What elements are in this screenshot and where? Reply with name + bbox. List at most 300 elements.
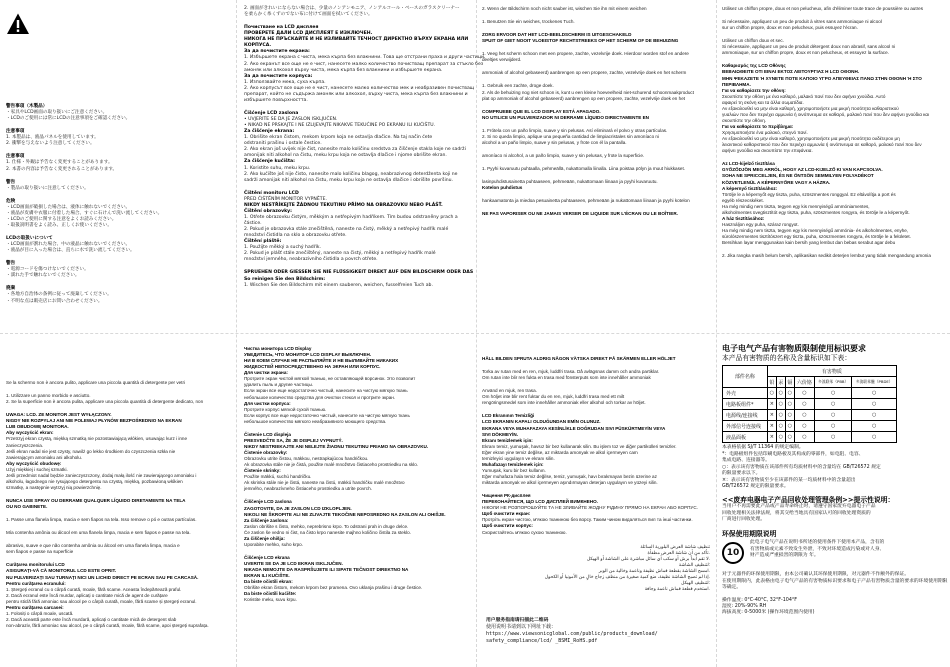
text-line: 2. Si no queda limpio, aplique una pequeña cantidad de limpiacristales sin amoníaco ni bbox=[482, 133, 659, 139]
text-line: За да почистите корпуса: bbox=[244, 73, 313, 79]
text-line: Za čiščenje ohišja: bbox=[244, 535, 285, 541]
text-line: GYŐZŐDJÖN MEG ARRÓL, HOGY AZ LCD-KIJELZŐ KI VAN KAPCSOLVA. bbox=[722, 167, 883, 173]
text-line: 2. 衝撃を与えないよう注意してください。 bbox=[6, 141, 95, 147]
rohs-col-header: 多溴联苯（PBB） bbox=[815, 377, 852, 388]
text-line: SPRUEHEN ODER GIESSEN SIE NIE FLÜSSIGKEIT DIREKT AUF DEN BILDSCHIRM ODER DAS bbox=[244, 270, 474, 276]
rohs-mark: ○ bbox=[815, 388, 852, 399]
panel-bulgarian-croatian-czech bbox=[244, 6, 486, 666]
text-line: Ekranı temiz, yumuşak, havsız bir bez kullanarak silin. Bu işlem toz ve diğer partikülleri temizler. bbox=[482, 443, 677, 449]
text-line: Протрите корпус мягкой сухой тканью. bbox=[244, 406, 327, 412]
rohs-part-name: 电源线/连接线 bbox=[723, 410, 768, 421]
text-line: abrasivo, suave e que não contenha amônia ou álcool em uma flanela limpa, macia e bbox=[6, 543, 180, 549]
text-line: 1. Ștergeți ecranul cu o cârpă curată, moale, fără scame. Aceasta îndepărtează praful. bbox=[6, 586, 182, 592]
rohs-mark: ○ bbox=[852, 388, 897, 399]
text-line: λειαντικού καθαριστικού που δεν περιέχει αμμωνία ή οινόπνευμα σε καθαρό, μαλακό πανί που δεν bbox=[722, 142, 922, 148]
link-lines bbox=[486, 624, 786, 644]
text-line: Čištění monitoru LCD bbox=[244, 190, 299, 196]
rohs-mark: ○ bbox=[776, 399, 785, 410]
download-link-section bbox=[486, 618, 786, 645]
text-line: Pentru curățarea ecranului: bbox=[6, 580, 66, 586]
text-line: Σκουπίστε την οθόνη με ένα καθαρό, μαλακό πανί που δεν αφήνει χνούδια. Αυτό bbox=[722, 93, 886, 99]
text-line: 2. Ako kućište još nije čisto, nanesite malo količinu blagog, neabrazivnog deterdženta koji ne bbox=[244, 171, 458, 177]
text-line: ・LCD画面が破損した場合は、液体に触れないでください。 bbox=[6, 204, 131, 210]
text-line: Använd en mjuk, ren trasa. bbox=[482, 388, 537, 394]
text-line: sadrži amonijak niti alkohol na čistu, meku krpu koja ne ostavlja dlačice i obrišite površinu. bbox=[244, 177, 454, 183]
text-line: Om höljet inte blir rent fuktar du en ren, mjuk, luddfri trasa med ett milt bbox=[482, 394, 625, 400]
text-line: 1. Folosiți o cârpă moale, uscată. bbox=[6, 610, 74, 616]
rohs-col-header: 镉 bbox=[785, 377, 794, 388]
rohs-col-header: 六价铬 bbox=[794, 377, 814, 388]
rohs-col-header: 汞 bbox=[776, 377, 785, 388]
text-line: Čištění pláště: bbox=[244, 239, 282, 245]
text-line: Если экран все еще недостаточно чистый, нанесите на чистую мягкую ткань bbox=[244, 388, 408, 394]
text-line: NE PAS VAPORISER OU NE JAMAIS VERSER DE LIQUIDE SUR L'ÉCRAN OU LE BOÎTIER. bbox=[482, 211, 678, 217]
rohs-mark: ○ bbox=[785, 410, 794, 421]
text-line: súrolószermentes tisztítószert egy tiszta, puha, szöszmentes rongyra, és törölje le a felületet. bbox=[722, 234, 911, 240]
text-line: temizleyici uygulayın ve ekranı silin. bbox=[482, 455, 555, 461]
text-line: Curățarea monitorului LCD bbox=[6, 562, 65, 568]
text-line: Ha még mindig nem tiszta, tegyen egy kis mennyiségű ammónia- és alkoholmentes, enyhe, bbox=[722, 228, 909, 233]
rohs-mark: × bbox=[767, 421, 776, 432]
text-line: 1. Pyyhi kuvaruutu puhtaalla, pehmeällä, nukattomalla liinalla. Liina poistaa pölyn ja muut hiukkaset. bbox=[482, 166, 686, 171]
rohs-header-part: 部件名称 bbox=[723, 366, 768, 388]
text-line: НІКОЛИ НЕ РОЗПОРОШУЙТЕ ТА НЕ ЗЛИВАЙТЕ ЖОДНУ РІДИНУ ПРЯМО НА ЕКРАН АБО КОРПУС. bbox=[482, 505, 698, 511]
text-line: Aby wyczyścić obudowę: bbox=[6, 460, 62, 466]
text-line: 2. 画面がきれいにならない場合は、少量のノンアンモニア、ノンアルコール・ベースのガラスクリーナー bbox=[244, 6, 460, 11]
text-line: 2. Dacă ecranul este încă murdar, aplicați o cantitate mică de agent de curățare bbox=[6, 592, 168, 598]
text-line: sur un chiffon propre, doux et non pelucheux, puis essuyez l'écran. bbox=[722, 25, 858, 31]
text-line: 2. Ако корпусът все още не е чист, нанесете малко количество мек и неабразивен почистващ bbox=[244, 85, 475, 91]
text-line: ・LCDのご使用には常にLCDの注意事項をご確認ください。 bbox=[6, 116, 131, 122]
text-line: Для чистки корпуса: bbox=[244, 400, 291, 406]
text-line: αφήνει χνούδια και σκουπίστε την επιφάνεια. bbox=[722, 148, 813, 154]
text-line: deeltjes verwijderd. bbox=[482, 57, 522, 63]
text-line: NO UTILICE UN PULVERIZADOR NI DERRAME LÍQUIDO DIRECTAMENTE EN bbox=[482, 114, 649, 120]
text-line: 1. Použijte měkký a suchý hadřík. bbox=[244, 245, 321, 251]
link-title: 用户服务指南请扫描此二维码 bbox=[486, 618, 549, 623]
text-line: ・濡れた手で触れないでください。 bbox=[6, 273, 80, 279]
text-line: Για να καθαρίσετε το περίβλημα: bbox=[722, 124, 794, 129]
text-line: Ak skrinka stále nie je čistá, naneste na čistú, mäkkú handričku malé množstvo bbox=[244, 480, 405, 486]
text-line: Jeśli ekran nadal nie jest czysty, nawilż go lekko środkiem do czyszczenia szkła nie bbox=[6, 448, 176, 454]
rohs-note-line: 的限量要求以下。 bbox=[722, 471, 761, 477]
text-line: ПРОВЕРЕТЕ ДАЛИ LCD ДИСПЛЕЯТ Е ИЗКЛЮЧЕН. bbox=[244, 31, 373, 37]
text-line: 1. Frótela con un paño limpio, suave y sin pelusas. Así eliminará el polvo y otras partículas. bbox=[482, 127, 668, 133]
text-line: を柔らかく糸くずのでない布に付けて画面を拭いてください。 bbox=[244, 12, 373, 18]
text-line: 1. Koristite suhu, meku krpu. bbox=[244, 165, 311, 171]
table-row bbox=[723, 410, 897, 421]
text-line: So reinigen Sie den Bildschirm: bbox=[244, 276, 326, 282]
rohs-mark: ○ bbox=[785, 432, 794, 443]
rohs-mark: ○ bbox=[815, 432, 852, 443]
arabic-line: تأكد من أن شاشة العرض مطفأة. bbox=[647, 550, 710, 556]
text-line: ・取扱説明書をよく読み、正しくお使いください。 bbox=[6, 222, 112, 228]
text-line: ЖИДКОСТЕЙ НЕПОСРЕДСТВЕННО НА ЭКРАН ИЛИ КОРПУС. bbox=[244, 364, 381, 370]
text-line: SIVI DÖKMEYİN. bbox=[482, 431, 518, 437]
text-line: Kotelon puhdistus bbox=[482, 185, 523, 191]
text-line: částice. bbox=[244, 221, 262, 226]
rohs-mark: ○ bbox=[776, 432, 785, 443]
text-line: 警告 bbox=[6, 261, 16, 267]
text-line: Почистване на LCD дисплея bbox=[244, 25, 319, 31]
text-line: НИ В КОЕМ СЛУЧАЕ НЕ РАСПЫЛЯЙТЕ И НЕ ВЫЛИВАЙТЕ НИКАКИХ bbox=[244, 358, 399, 364]
text-line: 2. Ако екранът все още не е чист, нанесете малко количество почистващ препарат за стъкло без bbox=[244, 61, 484, 67]
text-line: За да почистите екрана: bbox=[244, 49, 310, 55]
text-line: HÅLL BILDEN SPRUTA ALDRIG NÅGON VÄTSKA DIREKT PÅ SKÄRMEN ELLER HÖLJET bbox=[482, 356, 676, 361]
bulgarian-croatian-czech-instructions bbox=[244, 6, 486, 289]
text-line: ・LCD画面が割れた場合、中の液晶に触れないでください。 bbox=[6, 242, 131, 248]
rohs-title: 电子电气产品有害物质限制使用标识要求 bbox=[722, 344, 866, 353]
rohs-header-group: 有害物质 bbox=[767, 366, 896, 377]
text-line: Za čišćenje kućišta: bbox=[244, 159, 295, 165]
text-line: Χρησιμοποιήστε ένα μαλακό, στεγνό πανί. bbox=[722, 130, 808, 136]
environment-line: 湿度: 20%-90% RH bbox=[722, 604, 767, 610]
text-line: ・製品の取り扱いに注意してください。 bbox=[6, 185, 89, 191]
text-line: alkoholmentes üvegtisztítót egy tiszta, puha, szöszmentes rongyra, és törölje le a képernyőt. bbox=[722, 209, 910, 215]
text-line: alcohol a un paño limpio, suave y sin pelusas, y frote con él la pantalla. bbox=[482, 139, 627, 145]
text-line: Obrazovku utrite čistou, mäkkou, nestrapkajúcou handričkou. bbox=[244, 456, 369, 462]
text-line: Si nécessaire, appliquez un peu de produit détergent doux non abrasif, sans alcool ni bbox=[722, 44, 896, 50]
text-line: Użyj miękkiej i suchej szmatki. bbox=[6, 466, 68, 472]
text-line: Ak obrazovka stále nie je čistá, použite malé množstvo čistiaceho prostriedku na sklo. bbox=[244, 462, 419, 468]
rohs-note-line: GB/T26572 规定的限量要求。 bbox=[722, 484, 789, 490]
recycling-line: 当用户不再需要此产品或产品寿命终止时，请遵守国家废弃电器电子产品 bbox=[722, 504, 876, 510]
arabic-line: تنظيف شاشة العرض البلورية السائلة bbox=[640, 544, 710, 549]
text-line: ΜΗΝ ΨΕΚΑΖΕΤΕ Ή ΧΥΝΕΤΕ ΠΟΤΕ ΚΑΠΟΙΟ ΥΓΡΟ ΑΠΕΥΘΕΙΑΣ ΠΑΝΩ ΣΤΗΝ ΟΘΟΝΗ Ή ΣΤΟ bbox=[722, 75, 922, 81]
text-line: ・液晶が目に入った場合は、直ちに水で洗い流してください。 bbox=[6, 248, 135, 254]
text-line: pentru sticlă fără amoniac sau alcool pe o cârpă curată, moale, fără scame și ștergeți ecranul. bbox=[6, 598, 197, 604]
text-line: Čiščenje LCD zaslona bbox=[244, 499, 292, 505]
text-line: Obrišite ekran čistom, mekom krpom bez pramena. Ovo uklanja prašinu i druge čestice. bbox=[244, 585, 423, 591]
text-line: Čistenie skrinky: bbox=[244, 468, 281, 474]
text-line: NUNCA USE SPRAY OU DERRAME QUALQUER LÍQUIDO DIRETAMENTE NA TELA bbox=[6, 498, 186, 503]
text-line: ASIGURAȚI-VĂ CĂ MONITORUL LCD ESTE OPRIT. bbox=[6, 568, 117, 574]
rohs-note-line: *：电路板组件包括印刷电路板及其构成的零部件，如电阻、电容、 bbox=[722, 451, 864, 457]
table-row bbox=[723, 432, 897, 443]
text-line: non-abraziv, fără amoniac sau alcool, pe o cârpă curată, moale, fără scame, apoi ștergeți suprafața. bbox=[6, 623, 209, 628]
text-line: Če zaslon še vedno ni čist, na čisto krpo nanesite majhno količino čistila za steklo. bbox=[244, 529, 411, 535]
text-line: Se la schermo non è ancora pulito, applicare una piccola quantità di detergente per vetri bbox=[6, 380, 186, 385]
text-line: Ekranı temizlemek için: bbox=[482, 437, 533, 443]
eco-line: 有害物质或元素不致发生外泄，不致对环境造成污染或对人身、 bbox=[750, 546, 885, 552]
japanese-instructions bbox=[6, 104, 230, 305]
text-line: Αν εξακολουθεί να μην είναι καθαρό, χρησιμοποιήστε μια μικρή ποσότητα ουδέτερου μη bbox=[722, 136, 900, 142]
text-line: 1. Gebruik een zachte, droge doek. bbox=[482, 83, 554, 89]
text-line: Čišćenje LCD ekrana bbox=[244, 554, 290, 560]
text-line: PRESVEDČTE SA, ŽE JE DISPLEJ VYPNUTÝ. bbox=[244, 437, 343, 443]
rohs-col-header: 多溴联苯醚（PBDE） bbox=[852, 377, 897, 388]
rohs-mark: ○ bbox=[785, 399, 794, 410]
text-line: Чистка монитора LCD Display bbox=[244, 346, 312, 351]
recycling-line: 回收处理相关法律法规，将其交给当地具有国家认可的回收处理资质的 bbox=[722, 510, 871, 516]
text-line: 2. Ako ekran još uvijek nije čist, nanesite malo količinu sredstva za čišćenje stakla koje ne sadrži bbox=[244, 147, 466, 153]
rohs-mark: ○ bbox=[776, 410, 785, 421]
text-line: препарат, който не съдържа амоняк или алкохол, върху чиста, мека кърпа без влакнини и bbox=[244, 91, 468, 97]
text-line: UWAGA: LCD. ZE MONITOR JEST WYŁĄCZONY. bbox=[6, 412, 112, 418]
link-line: safety_compliance/lcd/ _BSMI_RoHS.pdf bbox=[486, 637, 598, 644]
text-line: Jeśli przedmiot nadal będzie zanieczyszczony, dodaj małą ilość nie zawierającego amoniaku i bbox=[6, 472, 197, 478]
rohs-note-line: ○：表示该有害物质在该部件所有均质材料中的含量均在 GB/T26572 规定 bbox=[722, 464, 881, 470]
text-line: UVERITE SE DA JE LCD EKRAN ISKLJUČEN. bbox=[244, 561, 343, 566]
rohs-mark: ○ bbox=[794, 388, 814, 399]
rohs-mark: ○ bbox=[815, 410, 852, 421]
text-line: Da biste očistili kućište: bbox=[244, 591, 297, 597]
text-line: EKRAN ILI KUĆIŠTE. bbox=[244, 573, 290, 579]
text-line: A ház tisztításához: bbox=[722, 215, 765, 221]
text-line: miktarda amonyak ve alkol içermeyen aşındırmayan deterjan uygulayın ve yüzeyi silin. bbox=[482, 480, 658, 486]
arabic-line: لتنظيف الهيكل: bbox=[681, 580, 710, 586]
text-line: Utilisez un chiffon doux et sec. bbox=[722, 38, 784, 44]
text-line: Протріть екран чистою, м'якою тканиною без ворсу. Таким чином видаляться пил та інші частинки. bbox=[482, 517, 693, 523]
text-line: ZORG ERVOOR DAT HET LCD-BEELDSCHERM IS UITGESCHAKELD bbox=[482, 32, 632, 38]
arabic-line: إذا لم تصبح الشاشة نظيفة، ضع كمية صغيرة من منظف زجاج خالٍ من الأمونيا أو الكحول. bbox=[544, 574, 710, 580]
text-line: NIKOLI NE ŠKROPITE ALI NE ZLIVAJTE TEKOČINE NEPOSREDNO NA ZASLON ALI OHIŠJE. bbox=[244, 511, 446, 517]
rohs-mark: ○ bbox=[794, 399, 814, 410]
text-line: Чищення РК-дисплея bbox=[482, 493, 531, 499]
rohs-mark: ○ bbox=[776, 388, 785, 399]
link-line: 使用说明书请到以下网址下载： bbox=[486, 624, 557, 631]
eco-line: 财产造成严重损害的期限为 年。 bbox=[750, 553, 819, 559]
text-line: 2. Pokud je plášť stále znečištěný, naneste na čistý, měkký a netřepivý hadřík malé bbox=[244, 251, 436, 257]
text-line: Если корпус все еще недостаточно чистый, нанесите на чистую мягкую ткань bbox=[244, 412, 410, 418]
rohs-col-header: 铅 bbox=[767, 377, 776, 388]
rohs-notes bbox=[722, 445, 948, 490]
link-line: https://www.viewsonicglobal.com/public/products_download/ bbox=[486, 631, 658, 638]
china-rohs-section bbox=[722, 344, 948, 617]
text-line: ammoniaque, sur un chiffon propre, doux et non pelucheux, et essuyez la surface. bbox=[722, 50, 889, 56]
text-line: KÖZVETLENÜL A KÉPERNYŐRE VAGY A HÁZRA. bbox=[722, 179, 831, 185]
text-line: 注意事項 bbox=[6, 154, 25, 160]
text-line: A képernyő tisztításához: bbox=[722, 185, 778, 191]
text-line: 警告 bbox=[6, 179, 16, 185]
text-line: 1. 仕様・外観は予告なく変更することがあります。 bbox=[6, 160, 113, 166]
recycling-text bbox=[722, 504, 948, 523]
text-line: Eğer ekran yine temiz değilse, az miktarda amonyak ve alkol içermeyen cam bbox=[482, 449, 638, 455]
rohs-mark: ○ bbox=[785, 421, 794, 432]
warning-triangle-icon bbox=[6, 12, 30, 36]
rohs-mark: × bbox=[767, 432, 776, 443]
rohs-mark: ○ bbox=[794, 432, 814, 443]
rohs-mark: ○ bbox=[767, 388, 776, 399]
text-line: NIKADA NEMOJTE DA RASPRŠUJETE ILI SIPATE TEČNOST DIREKTNO NA bbox=[244, 567, 409, 573]
text-line: Használjon egy puha, száraz rongyot. bbox=[722, 221, 799, 227]
french-greek-hungarian-instructions bbox=[722, 6, 948, 259]
panel-japanese-italian-polish bbox=[6, 6, 230, 666]
text-line: • NIKAD NE PRSKAJTE I NE IZLIJEVAJTE NIKAKVE TEKUĆINE PO EKRANU ILI KUĆIŠTU. bbox=[244, 123, 436, 129]
text-line: SPUIT OF GIET NOOIT VLOEISTOF RECHTSTREEKS OP HET SCHERM OF DE BEHUIZING bbox=[482, 38, 679, 44]
text-line: амоняк или алкохол върху чиста, мека кърпа без влакнини и избършете екрана. bbox=[244, 67, 443, 73]
text-line: ΠΕΡΙΒΛΗΜΑ. bbox=[722, 81, 751, 87]
rohs-table bbox=[722, 365, 897, 443]
text-line: σκουπίστε την οθόνη. bbox=[722, 117, 767, 123]
text-line: УБЕДИТЕСЬ, ЧТО МОНИТОР LCD DISPLAY ВЫКЛЮЧЕН. bbox=[244, 352, 372, 358]
text-line: 1. Benutzen Sie ein weiches, trockenes Tuch. bbox=[482, 19, 575, 25]
text-line: Uporabite mehko, suho krpo. bbox=[244, 541, 303, 547]
text-line: amonijak niti alkohol na čistu, meku krpu koja ne ostavlja dlačice i njome obrišite ekran. bbox=[244, 153, 447, 159]
text-line: Om rutan inte blir ren fukta en trasa med fönsterputs som inte innehåller ammoniak bbox=[482, 375, 651, 381]
text-line: Zaslon obrišite s čisto, mehko, neprebrisno krpo. To odstrani prah in druge delce. bbox=[244, 523, 409, 529]
text-line: Καθαρισμός της LCD Οθόνης bbox=[722, 63, 786, 69]
panel-german-dutch-spanish bbox=[482, 6, 710, 666]
text-line: αφαιρεί τη σκόνη και τα άλλα σωματίδια. bbox=[722, 99, 804, 105]
text-line: Čišćenje LCD zaslona bbox=[244, 110, 299, 116]
text-line: 2. Jika rangka masih belum bersih, aplikasikan sedikit deterjen lembut yang tidak mengandung amonia bbox=[722, 253, 931, 259]
text-line: Törölje le a képernyőt egy tiszta, puha, szöszmentes ronggyal. Ez eltávolítja a port és bbox=[722, 191, 896, 197]
text-line: НИКОГА НЕ ПРЪСКАЙТЕ И НЕ ИЗЛИВАЙТЕ ТЕЧНОСТ ДИРЕКТНО ВЪРХУ ЕКРАНА ИЛИ bbox=[244, 37, 469, 43]
text-line: 注意事項 bbox=[6, 129, 25, 135]
text-line: LCDの取扱いについて bbox=[6, 236, 53, 241]
text-line: egyéb részecskéket. bbox=[722, 197, 764, 203]
text-line: Muhafazayı temizlemek için: bbox=[482, 461, 544, 467]
rohs-mark: ○ bbox=[815, 421, 852, 432]
swedish-turkish-ukrainian-instructions bbox=[482, 356, 710, 536]
text-line: zawierającym amoniaku ani alkoholu. bbox=[6, 454, 83, 460]
rohs-note-line: ×：表示该有害物质至少在该部件的某一均质材料中的含量超出 bbox=[722, 477, 856, 483]
text-line: Скористайтесь м'якою сухою тканиною. bbox=[482, 529, 567, 535]
rohs-part-name: 电路板组件* bbox=[723, 399, 768, 410]
eco-tail-line: 在使用期限内，此表格由电子电气产品的有害物质标识要求和电子产品有害物质含量的要求的环境使用期限等确定。 bbox=[722, 578, 948, 591]
text-line: • UVJERITE SE DA JE ZASLON ISKLJUČEN. bbox=[244, 117, 338, 122]
arabic-line: لتنظيف الشاشة: bbox=[678, 562, 710, 568]
text-line: 廃棄 bbox=[6, 286, 16, 292]
rohs-note-line: 集成电路、连接器等。 bbox=[722, 458, 770, 464]
text-line: Použite mäkkú, suchú handričku. bbox=[244, 474, 312, 480]
text-line: 1. Utilizzare un panno morbido e asciutto. bbox=[6, 393, 91, 399]
environment-line: 操作温度: 0°C-40°C, 32°F-104°F bbox=[722, 597, 798, 603]
text-line: Щоб очистити корпус: bbox=[482, 523, 533, 529]
rohs-mark: ○ bbox=[815, 399, 852, 410]
table-row bbox=[723, 388, 897, 399]
text-line: ・家具やLCD画面の取り扱いにご注意ください。 bbox=[6, 110, 108, 116]
rohs-mark: ○ bbox=[794, 410, 814, 421]
text-line: Αν εξακολουθεί να μην είναι καθαρή, χρησιμοποιήστε μια μικρή ποσότητα καθαριστικού bbox=[722, 105, 899, 111]
rohs-subtitle: 本产品有害物质的名称及含量标识如下表： bbox=[722, 354, 852, 362]
text-line: zanieczyszczenia. bbox=[6, 442, 44, 448]
text-line: Utilisez un chiffon propre, doux et non pelucheux, afin d'éliminer toute trace de poussière ou autres bbox=[722, 6, 923, 11]
table-row bbox=[723, 421, 897, 432]
rohs-mark: × bbox=[767, 399, 776, 410]
text-line: 警告事項（木製品） bbox=[6, 104, 48, 109]
text-line: Da biste očistili ekran: bbox=[244, 579, 293, 585]
text-line: 1. Passe uma flanela limpa, macia e sem fiapos na tela. Isso remove o pó e outras partículas. bbox=[6, 517, 197, 523]
rohs-mark: ○ bbox=[794, 421, 814, 432]
text-line: Щоб очистити екран: bbox=[482, 511, 531, 517]
text-line: NIKDY NESTRIEKAJTE ANI NELEJTE ŽIADNU TEKUTINU PRIAMO NA OBRAZOVKU. bbox=[244, 443, 429, 449]
text-line: SOHA NE SPRICCELJEN, ÉS NE ÖNTSÖN SEMMILYEN FOLYADÉKOT bbox=[722, 173, 874, 179]
rohs-mark: × bbox=[767, 410, 776, 421]
text-line: LCD EKRANIN KAPALI OLDUĞUNDAN EMİN OLUNUZ. bbox=[482, 419, 601, 425]
text-line: ・液晶が皮膚や衣服に付着した場合、すぐに石けんで洗い流してください。 bbox=[6, 210, 163, 216]
text-line: удалить пыль и другие частицы. bbox=[244, 382, 314, 388]
environmental-protection-use-period-icon bbox=[722, 542, 744, 564]
text-line: 1. Otřete obrazovku čistým, měkkým a netřepivým hadříkem. Tím budou odstraněny prach a bbox=[244, 214, 458, 220]
text-line: Aby wyczyścić ekran: bbox=[6, 430, 54, 436]
eco-title: 环保使用期限说明 bbox=[722, 529, 777, 538]
rohs-part-name: 液晶面板 bbox=[723, 432, 768, 443]
arabic-line: استخدم قطعة قماش ناعمة وجافة. bbox=[644, 586, 710, 592]
rohs-mark: ○ bbox=[785, 388, 794, 399]
text-line: alkoholu, łagodnego nie rysującego detergentu na czystą, miękką, pozbawioną włókien bbox=[6, 478, 183, 484]
rohs-mark: ○ bbox=[852, 432, 897, 443]
text-line: OU NO GABINETE. bbox=[6, 504, 48, 510]
text-line: Ha még mindig nem tiszta, tegyen egy kis mennyiségű ammóniamentes, bbox=[722, 203, 870, 209]
rohs-mark: ○ bbox=[852, 410, 897, 421]
arabic-line: لا تقم أبداً برش أو سكب أي سائل مباشرة على الشاشة أو الهيكل. bbox=[586, 556, 710, 562]
text-line: 1. Obrišite ekran čistom, mekom krpom koja ne ostavlja dlačice. Na taj način ćete bbox=[244, 135, 433, 141]
eco-text bbox=[750, 540, 946, 559]
text-line: КОРПУСА. bbox=[244, 43, 272, 49]
text-line: Si nécessaire, appliquez un peu de produit à vitres sans ammoniaque ni alcool bbox=[722, 19, 882, 25]
text-line: ・電源コードを傷つけないでください。 bbox=[6, 267, 89, 273]
text-line: Для чистки экрана: bbox=[244, 370, 288, 376]
text-line: lasinpuhdistusainetta puhtaaseen, pehmeään, nukattomaan liinaan ja pyyhi kuvaruutu. bbox=[482, 179, 658, 185]
table-row bbox=[723, 399, 897, 410]
text-line: Čistenie LCD displeja bbox=[244, 431, 291, 437]
operating-environment bbox=[722, 598, 948, 617]
text-line: NIKDY NESTŘÍKEJTE ŽÁDNOU TEKUTINU PŘÍMO NA OBRAZOVKU NEBO PLÁŠŤ. bbox=[244, 202, 443, 208]
text-line: 2. Wenn der Bildschirm noch nicht sauber ist, wischen Sie ihn mit einem weichen bbox=[482, 6, 647, 11]
text-line: amoníaco ni alcohol, a un paño limpio, suave y sin pelusas, y frote la superficie. bbox=[482, 152, 645, 158]
text-line: 2. Se la superficie non è ancora pulita, applicare una piccola quantità di detergente dedicato, non bbox=[6, 399, 204, 405]
text-line: Torka av rutan med en ren, mjuk, luddfri trasa. Då avlägsnas damm och andra partiklar. bbox=[482, 369, 660, 375]
text-line: 2. 本書の内容は予告なく変更されることがあります。 bbox=[6, 166, 118, 172]
arabic-line: امسح الشاشة بقطعة قماش نظيفة وناعمة وخالية من الوبر. bbox=[598, 568, 710, 574]
rohs-part-name: 外壳 bbox=[723, 388, 768, 399]
text-line: sem fiapos e passe na superfície bbox=[6, 549, 74, 555]
text-line: rengöringsmedel som inte innehåller ammoniak eller alkohol och torkar av höljet. bbox=[482, 400, 646, 406]
eco-line: 此电子电气产品在说明书所述的使用条件下使用本产品，含有的 bbox=[750, 540, 885, 546]
text-line: ・不明な点は販売店にお問い合わせください。 bbox=[6, 298, 103, 304]
text-line: PŘED ČIŠTĚNÍM MONITOR VYPNĚTE. bbox=[244, 196, 327, 202]
recycling-line: 厂商进行回收处理。 bbox=[722, 517, 766, 523]
rohs-mark: ○ bbox=[776, 421, 785, 432]
text-line: 1. Veeg het scherm schoon met een propere, zachte, vezelvrije doek. Hierdoor worden stof en andere bbox=[482, 51, 689, 57]
text-line: hankaamatonta ja miedoa pesuainetta puhtaaseen, pehmeään ja nukattomaan liinaan ja pyyhi kotelon bbox=[482, 198, 690, 204]
eco-tail-text bbox=[722, 572, 948, 591]
german-dutch-spanish-finnish-instructions bbox=[482, 6, 710, 217]
rohs-part-name: 外部信号连接线 bbox=[723, 421, 768, 432]
russian-slovak-slovenian-serbian-instructions bbox=[244, 346, 470, 603]
arabic-instructions bbox=[482, 544, 710, 593]
text-line: Przetrzyj ekran czystą, miękką szmatką nie pozostawiającą włókien, usuwając kurz i inne bbox=[6, 436, 188, 442]
text-line: 2. Pokud je obrazovka stále znečištěná, naneste na čistý, měkký a netřepivý hadřík malé bbox=[244, 227, 449, 233]
text-line: небольшое количество средства для очистки стекол и протрите экран. bbox=[244, 394, 396, 400]
text-line: ZAGOTOVITE, DA JE ZASLON LCD IZKLOPLJEN. bbox=[244, 505, 352, 511]
italian-polish-instructions bbox=[6, 380, 230, 629]
text-line: Čistenie obrazovky: bbox=[244, 450, 288, 455]
text-line: ПЕРЕКОНАЙТЕСЯ, ЩО LCD ДИСПЛЕЙ ВИМКНЕНО. bbox=[482, 499, 598, 505]
text-line: ・各地方自治体の条例に従って廃棄してください。 bbox=[6, 292, 112, 298]
eco-number: 10 bbox=[726, 548, 740, 559]
text-line: NIGDY NIE ROZPYLAJ ANI NIE POLEWAJ PŁYNÓW BEZPOŚREDNIO NA EKRAN bbox=[6, 418, 182, 424]
text-line: 1. Wischen Sie den Bildschirm mit einem sauberen, weichen, fusselfreien Tuch ab. bbox=[244, 282, 433, 288]
text-line: Az LCD-kijelző tisztítása bbox=[722, 161, 775, 167]
text-line: ammoniak of alcohol gebaseerd) aanbrengen op een propere, zachte, vezelvrije doek en het scherm bbox=[482, 70, 687, 76]
text-line: небольшое количество мягкого неабразивного моющего средства. bbox=[244, 418, 387, 424]
text-line: Pentru curățarea carcasei: bbox=[6, 604, 64, 610]
text-line: Για να καθαρίσετε την οθόνη: bbox=[722, 87, 786, 93]
text-line: 2. Dacă această parte este încă murdară, aplicați o cantitate mică de detergent slab bbox=[6, 616, 177, 622]
text-line: ΒΕΒΑΙΩΘΕΙΤΕ ΟΤΙ ΕΙΝΑΙ ΕΚΤΟΣ ΛΕΙΤΟΥΡΓΙΑΣ Η LCD ΟΘΟΝΗ. bbox=[722, 69, 860, 75]
text-line: Čištění obrazovky: bbox=[244, 208, 292, 214]
text-line: Протрите экран чистой мягкой тканью, не оставляющей ворсинок. Это позволит bbox=[244, 376, 416, 382]
text-line: Yumuşak, kuru bir bez kullanın. bbox=[482, 467, 546, 473]
recycling-title: <<废弃电器电子产品回收处理管理条例>>提示性说明： bbox=[722, 495, 895, 504]
text-line: Koristite meku, suvu krpu. bbox=[244, 597, 297, 603]
rohs-mark: ○ bbox=[852, 421, 897, 432]
text-line: 2. Als de behuizing nog niet schoon is, kunt u een kleine hoeveelheid niet-schurend schoonmaakproduct bbox=[482, 89, 694, 95]
text-line: 1. Избършете екрана с чиста, мека кърпа без влакнини. Това ще отстрани праха и други частици. bbox=[244, 55, 486, 61]
